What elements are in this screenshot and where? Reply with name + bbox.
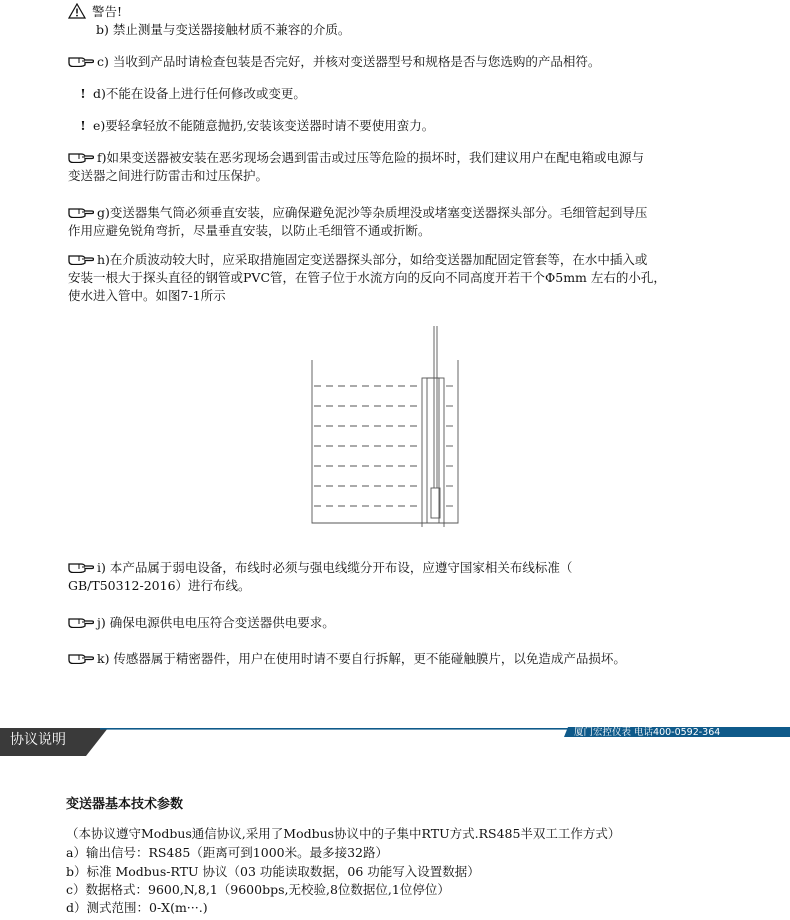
note-h-text: h)在介质波动较大时，应采取措施固定变送器探头部分，如给变送器加配固定管套等，在水中插入或 <box>97 252 648 267</box>
note-h-cont2: 使水进入管中。如图7-1所示 <box>68 288 226 303</box>
note-j <box>68 613 335 632</box>
pointing-hand-icon <box>68 253 94 265</box>
pointing-hand-icon <box>68 151 94 163</box>
note-d-text: d)不能在设备上进行任何修改或变更。 <box>93 86 306 101</box>
note-f <box>68 148 644 167</box>
note-d <box>76 84 306 103</box>
pointing-hand-icon <box>68 616 94 628</box>
note-f-text: f)如果变送器被安装在恶劣现场会遇到雷击或过压等危险的损坏时，我们建议用户在配电箱或电源与 <box>97 150 645 165</box>
note-i <box>68 558 572 577</box>
exclamation-icon: ! <box>80 86 86 101</box>
params-item-c: c）数据格式：9600,N,8,1（9600bps,无校验,8位数据位,1位停位） <box>66 882 450 897</box>
params-intro: （本协议遵守Modbus通信协议,采用了Modbus协议中的子集中RTU方式.RS485半双工工作方式） <box>66 826 621 841</box>
note-g-cont: 作用应避免锐角弯折，尽量垂直安装，以防止毛细管不通或折断。 <box>68 223 431 238</box>
params-item-d: d）测式范围：0-X(m···.) <box>66 900 208 915</box>
params-title: 变送器基本技术参数 <box>66 797 184 812</box>
note-h <box>68 250 647 269</box>
note-j-text: j) 确保电源供电电压符合变送器供电要求。 <box>97 615 335 630</box>
note-f-cont: 变送器之间进行防雷击和过压保护。 <box>68 168 269 183</box>
pointing-hand-icon <box>68 206 94 218</box>
warning-item-b: b) 禁止测量与变送器接触材质不兼容的介质。 <box>96 22 351 37</box>
installation-diagram <box>300 322 470 527</box>
note-i-cont: GB/T50312-2016）进行布线。 <box>68 578 251 593</box>
params-item-b: b）标准 Modbus-RTU 协议（03 功能读取数据，06 功能写入设置数据） <box>66 864 480 879</box>
company-phone: 厦门宏控仪表 电话400-0592-364 <box>574 727 721 738</box>
warning-heading <box>68 2 122 21</box>
exclamation-icon: ! <box>80 118 86 133</box>
note-k-text: k) 传感器属于精密器件，用户在使用时请不要自行拆解，更不能碰触膜片，以免造成产品损坏。 <box>97 651 626 666</box>
pointing-hand-icon <box>68 561 94 573</box>
note-c-text: c) 当收到产品时请检查包装是否完好，并核对变送器型号和规格是否与您选购的产品相符。 <box>97 54 601 69</box>
section-title: 协议说明 <box>10 732 66 748</box>
warning-title: 警告! <box>92 4 123 19</box>
note-c <box>68 52 600 71</box>
note-i-text: i) 本产品属于弱电设备，布线时必须与强电线缆分开布设，应遵守国家相关布线标准（ <box>97 560 573 575</box>
note-h-cont1: 安装一根大于探头直径的钢管或PVC管，在管子位于水流方向的反向不同高度开若干个Φ5mm 左右的小孔， <box>68 270 666 285</box>
warning-triangle-icon <box>68 3 86 19</box>
pointing-hand-icon <box>68 652 94 664</box>
note-g-text: g)变送器集气筒必须垂直安装，应确保避免泥沙等杂质埋没或堵塞变送器探头部分。毛细管起到导压 <box>97 205 648 220</box>
note-e-text: e)要轻拿轻放不能随意抛扔,安装该变送器时请不要使用蛮力。 <box>93 118 435 133</box>
params-item-a: a）输出信号：RS485（距离可到1000米。最多接32路） <box>66 845 389 860</box>
note-k <box>68 649 626 668</box>
pointing-hand-icon <box>68 55 94 67</box>
note-e <box>76 116 434 135</box>
note-g <box>68 203 647 222</box>
